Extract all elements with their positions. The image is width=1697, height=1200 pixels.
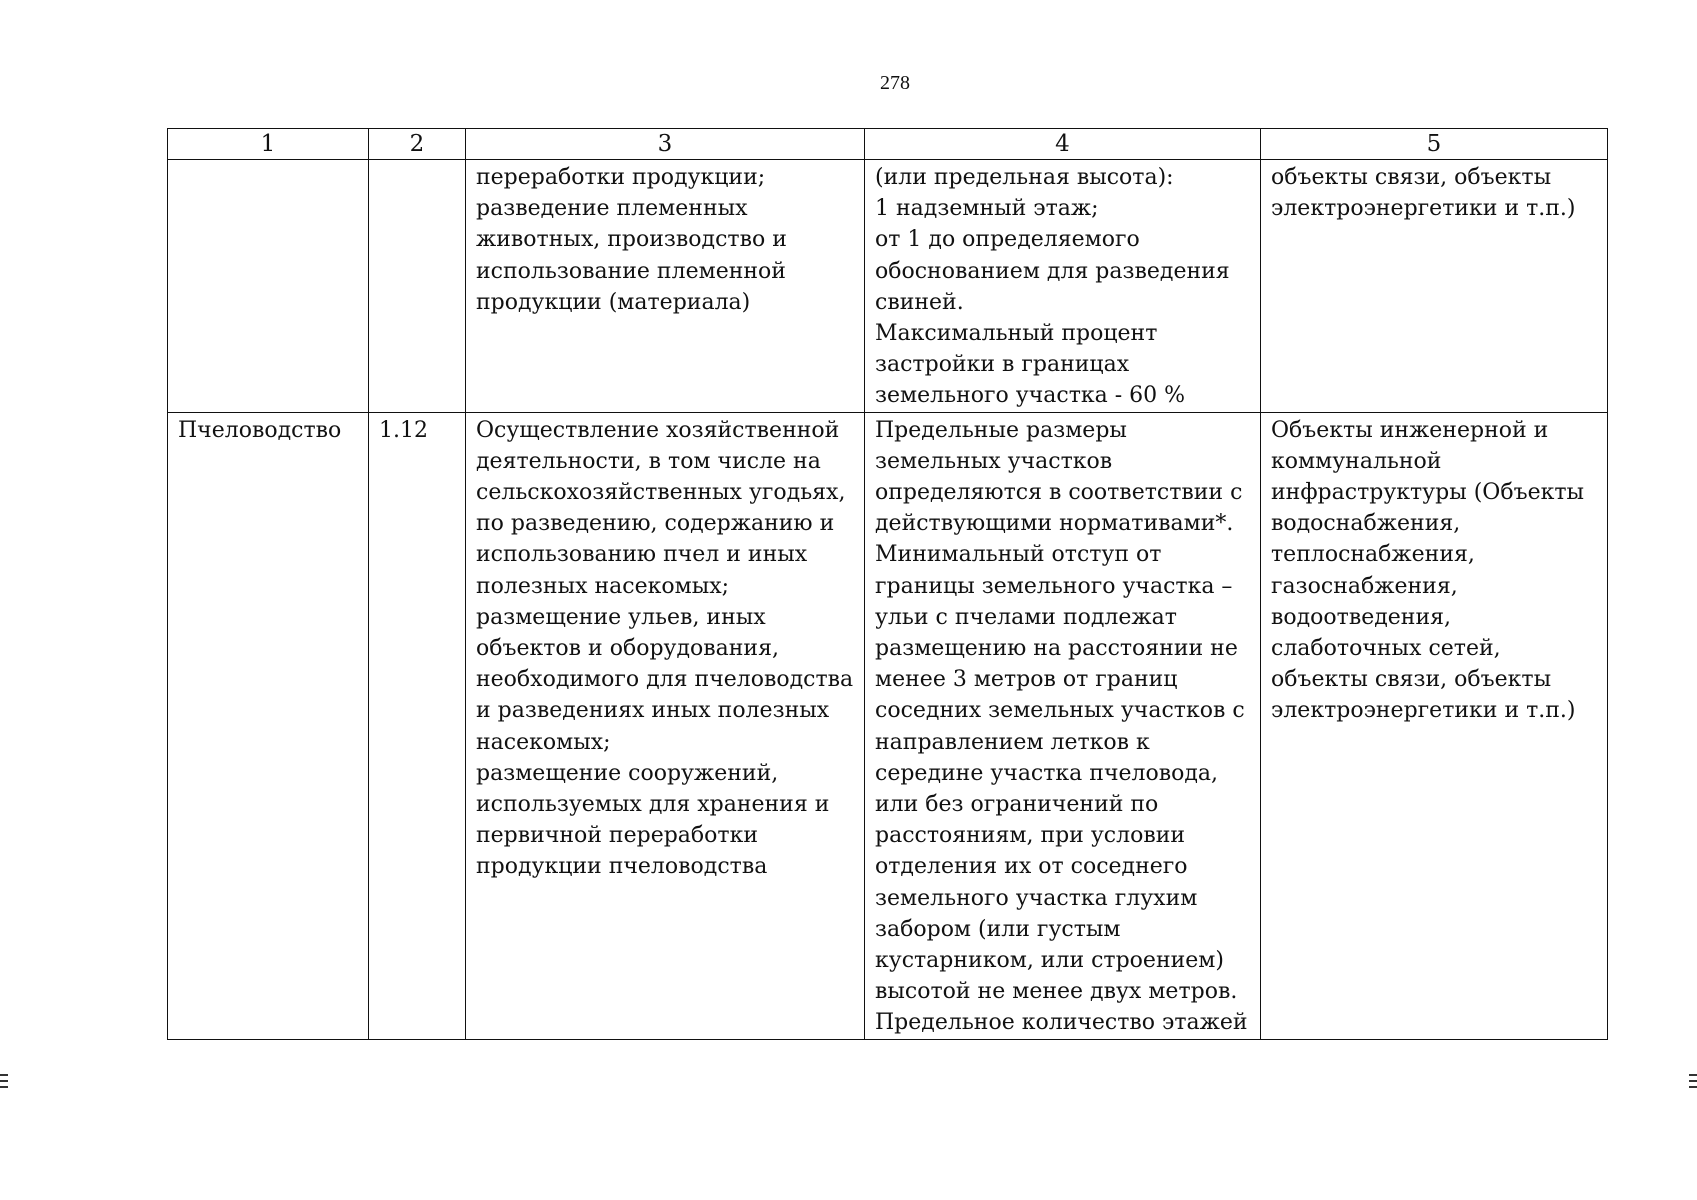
regulations-table <box>167 128 1608 1040</box>
cell-limit-parameters: (или предельная высота): 1 надземный этаж; от 1 до определяемого обоснованием для разведения свиней. Максимальный процент застройки в границах земельного участка - 60 % <box>865 160 1261 413</box>
column-header-2: 2 <box>369 129 466 160</box>
column-header-1: 1 <box>168 129 369 160</box>
column-header-4: 4 <box>865 129 1261 160</box>
page-number: 278 <box>880 72 910 94</box>
cell-limit-parameters: Предельные размеры земельных участков определяются в соответствии с действующими нормативами*. Минимальный отступ от границы земельного участка – ульи с пчелами подлежат размещению на расстоянии не менее 3 метров от границ соседних земельных участков с направлением летков к середине участка пчеловода, или без ограничений по расстояниям, при условии отделения их от соседнего земельного участка глухим забором (или густым кустарником, или строением) высотой не менее двух метров. Предельное количество этажей <box>865 412 1261 1039</box>
column-header-5: 5 <box>1261 129 1608 160</box>
cell-use-code <box>369 160 466 413</box>
cell-use-description: переработки продукции; разведение племенных животных, производство и использование племенной продукции (материала) <box>466 160 865 413</box>
table-row <box>168 412 1608 1039</box>
right-edge-mark <box>1689 1074 1697 1088</box>
cell-permitted-objects: Объекты инженерной и коммунальной инфраструктуры (Объекты водоснабжения, теплоснабжения, газоснабжения, водоотведения, слаботочных сетей, объекты связи, объекты электроэнергетики и т.п.) <box>1261 412 1608 1039</box>
left-edge-mark <box>0 1074 8 1088</box>
cell-permitted-objects: объекты связи, объекты электроэнергетики и т.п.) <box>1261 160 1608 413</box>
cell-use-description: Осуществление хозяйственной деятельности, в том числе на сельскохозяйственных угодьях, по разведению, содержанию и использованию пчел и иных полезных насекомых; размещение ульев, иных объектов и оборудования, необходимого для пчеловодства и разведениях иных полезных насекомых; размещение сооружений, используемых для хранения и первичной переработки продукции пчеловодства <box>466 412 865 1039</box>
table-header-row <box>168 129 1608 160</box>
table-row <box>168 160 1608 413</box>
cell-land-use-name <box>168 160 369 413</box>
cell-use-code: 1.12 <box>369 412 466 1039</box>
cell-land-use-name: Пчеловодство <box>168 412 369 1039</box>
column-header-3: 3 <box>466 129 865 160</box>
